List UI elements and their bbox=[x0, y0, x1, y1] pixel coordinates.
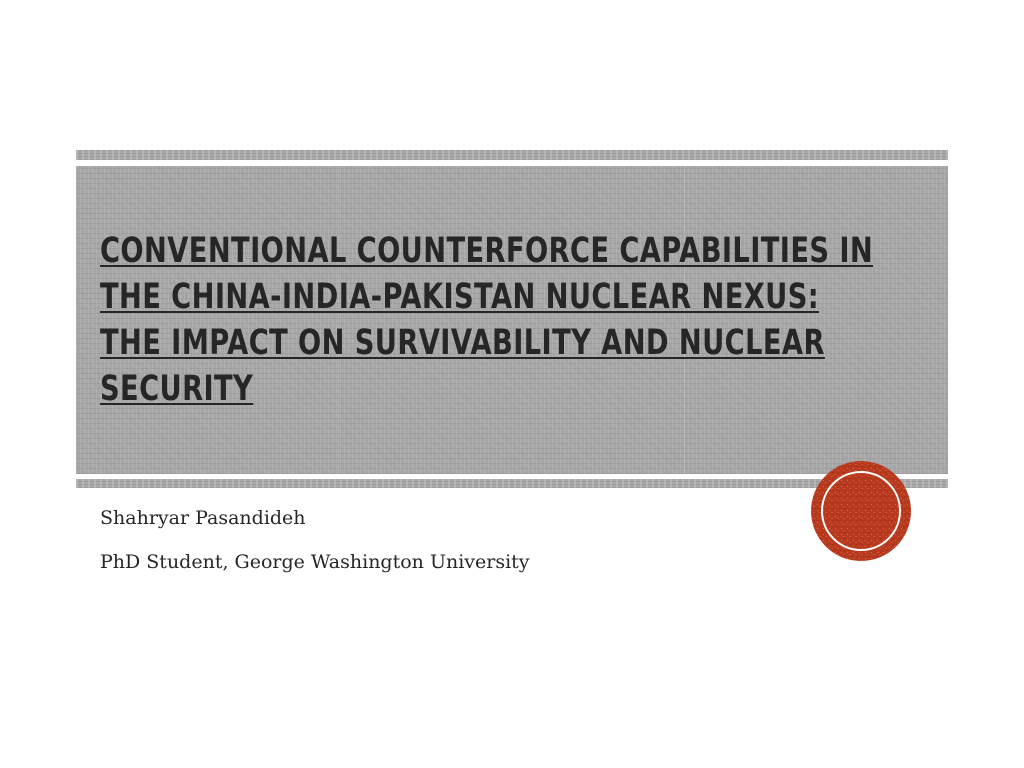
title-line-2: THE CHINA-INDIA-PAKISTAN NUCLEAR NEXUS: bbox=[100, 277, 820, 317]
author-name: Shahryar Pasandideh bbox=[100, 507, 306, 529]
title-line-4: SECURITY bbox=[100, 369, 254, 409]
slide-title bbox=[100, 228, 930, 412]
title-line-1: CONVENTIONAL COUNTERFORCE CAPABILITIES IN bbox=[100, 231, 874, 271]
author-affiliation: PhD Student, George Washington University bbox=[100, 551, 530, 573]
title-panel bbox=[76, 166, 948, 474]
top-texture-band bbox=[76, 150, 948, 160]
title-line-3: THE IMPACT ON SURVIVABILITY AND NUCLEAR bbox=[100, 323, 825, 363]
textured-red-circle-icon bbox=[810, 460, 912, 562]
